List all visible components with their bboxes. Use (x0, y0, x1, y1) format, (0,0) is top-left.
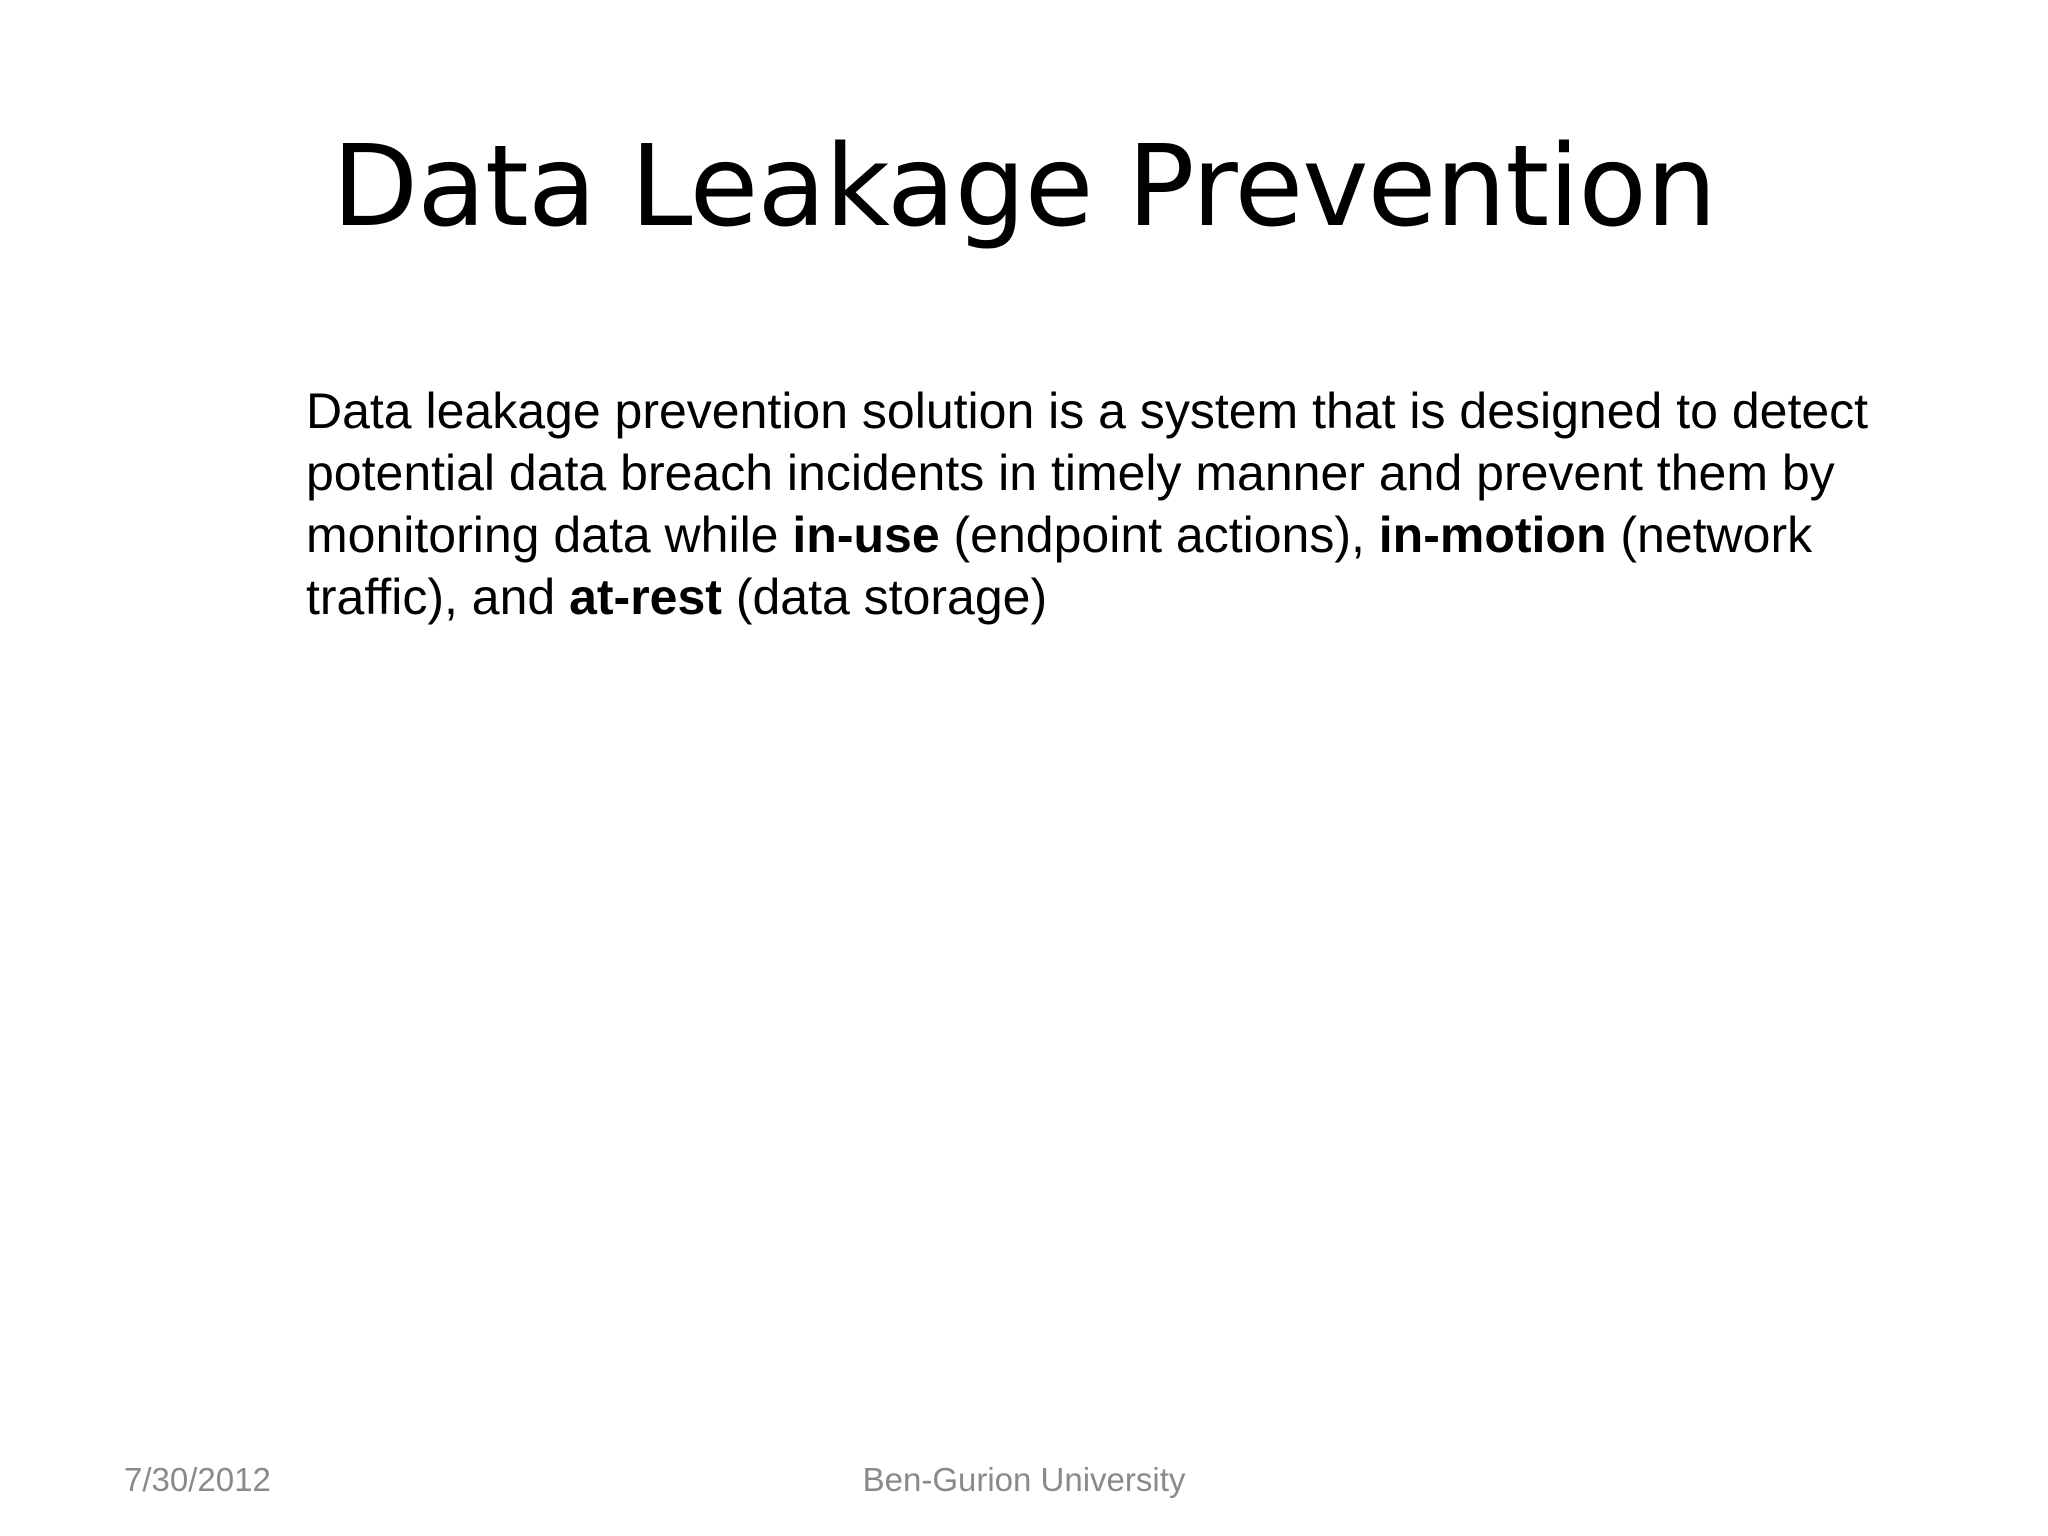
body-bold-at-rest: at-rest (569, 569, 722, 625)
body-bold-in-motion: in-motion (1378, 507, 1607, 563)
body-text-part-2: (endpoint actions), (939, 507, 1379, 563)
footer-date: 7/30/2012 (124, 1461, 271, 1498)
slide-title: Data Leakage Prevention (332, 122, 1716, 252)
body-text-part-4: (data storage) (721, 569, 1048, 625)
body-text-part-1: Data leakage prevention solution is a system that is designed to detect potential data breach incidents in timely manner and prevent them by monitoring data while (306, 383, 1869, 563)
body-paragraph (306, 380, 1946, 628)
body-bold-in-use: in-use (792, 507, 940, 563)
body-text-part-3: (network traffic), and (306, 507, 1813, 625)
footer-institution: Ben-Gurion University (862, 1461, 1186, 1498)
